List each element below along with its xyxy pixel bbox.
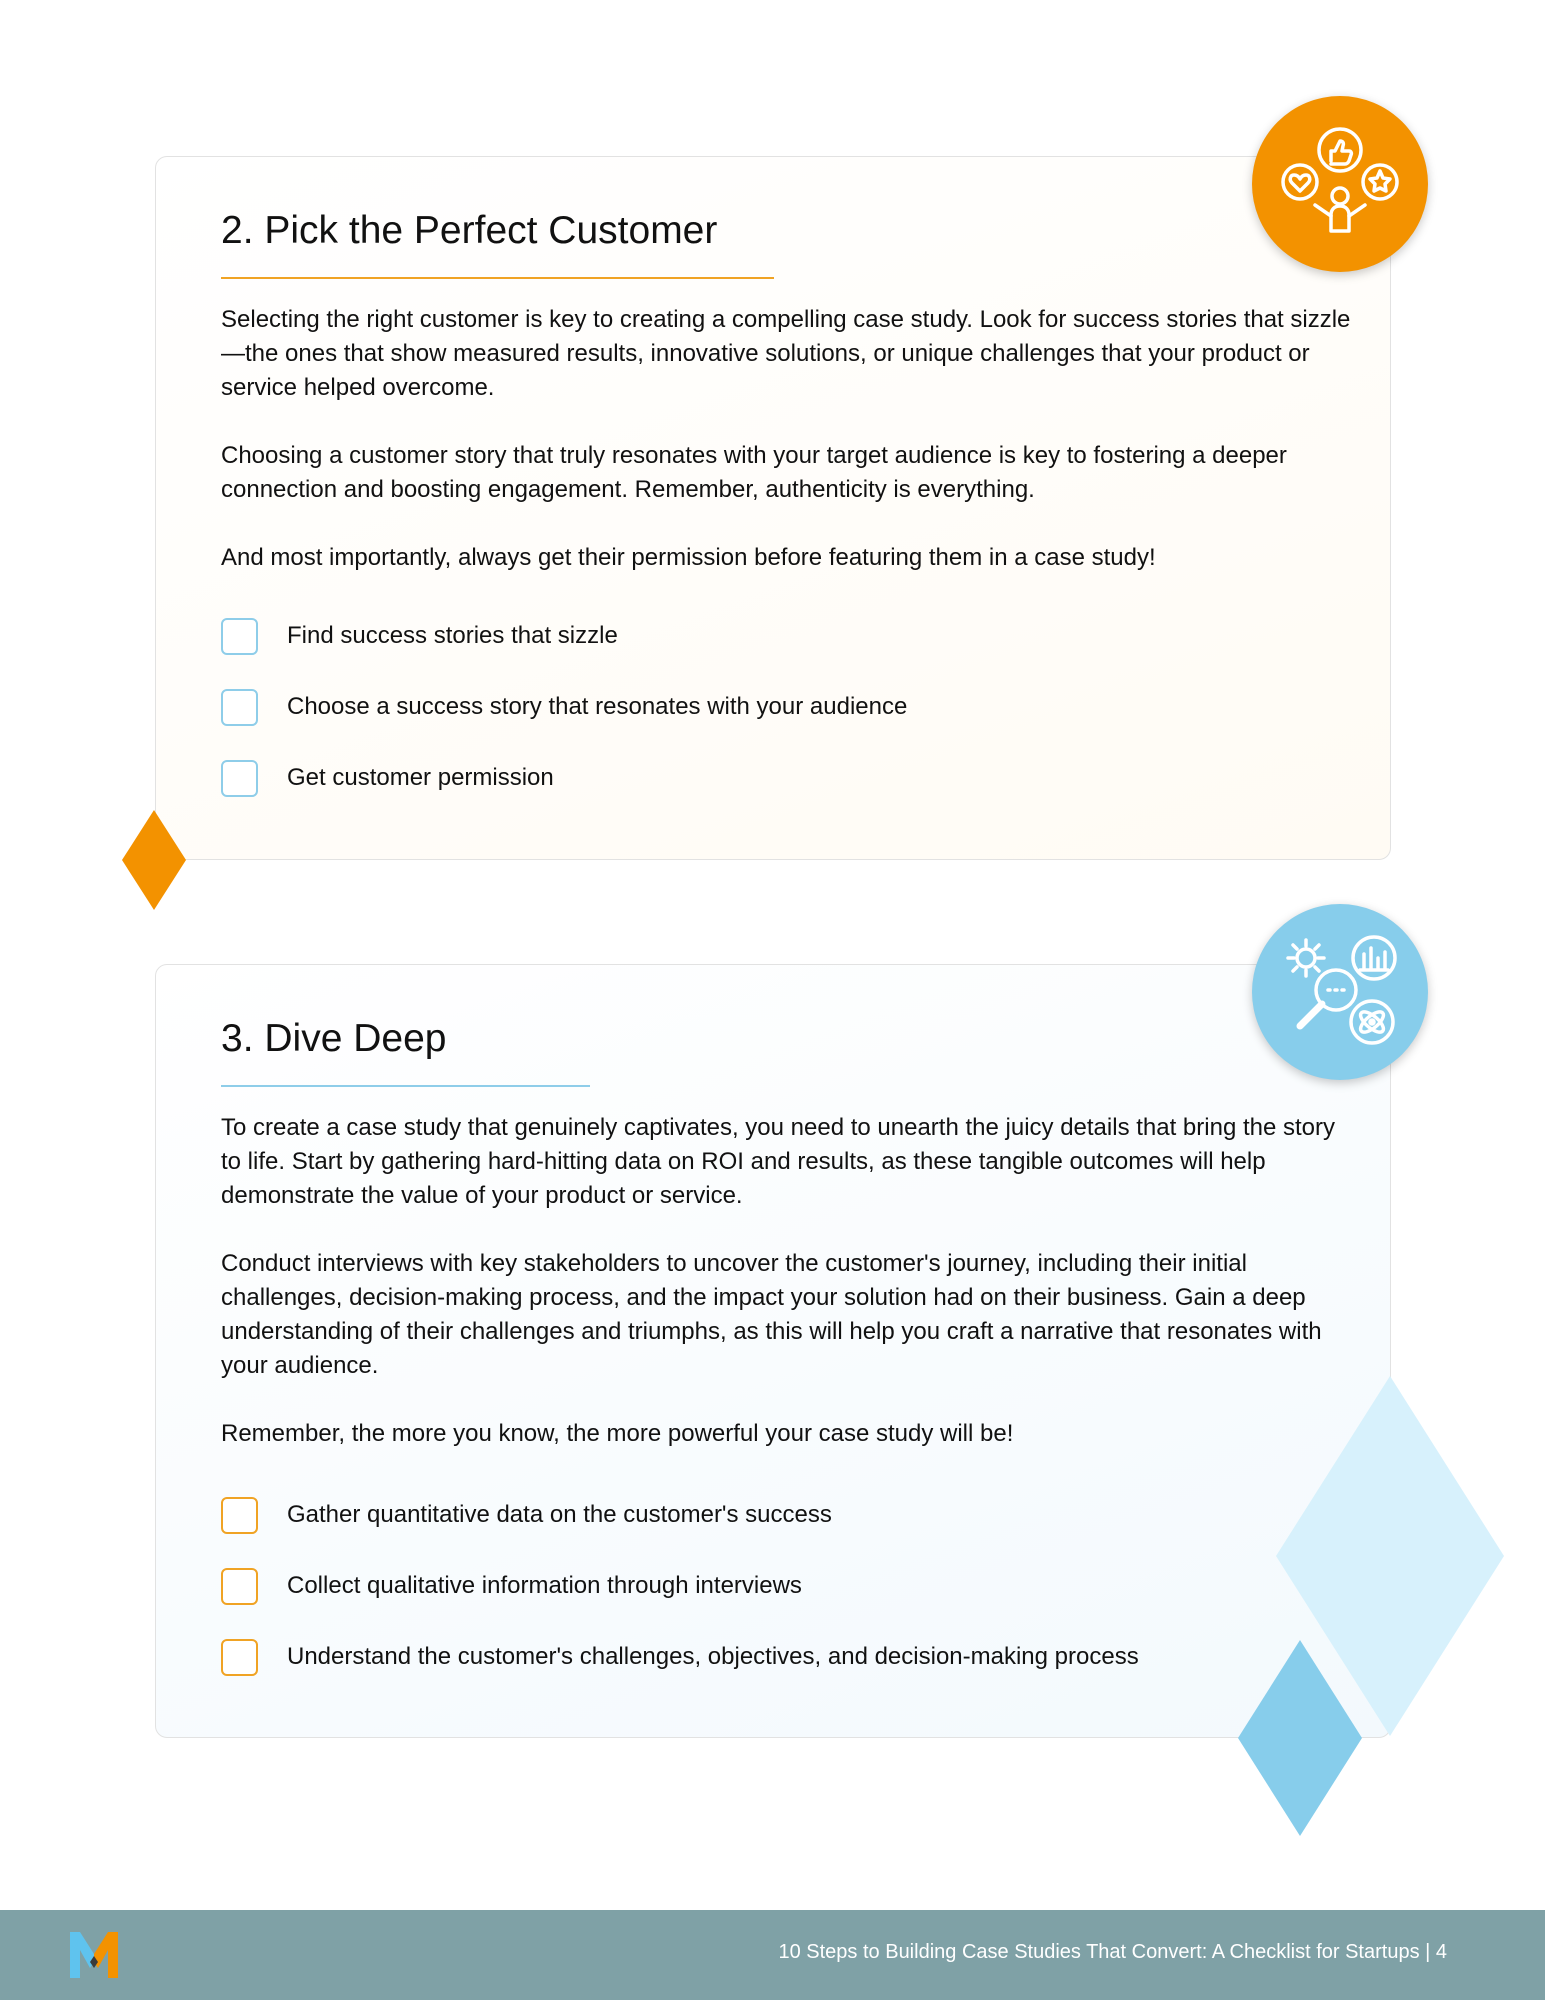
paragraph: To create a case study that genuinely captivates, you need to unearth the juicy details that bring the story to life. Start by gathering hard-hitting data on ROI and results, as these tangible outcomes will help demonstrate the value of your product or service. [221, 1114, 1336, 1209]
research-analysis-icon [1252, 904, 1428, 1080]
blue-diamond-decoration [1238, 1640, 1362, 1836]
checklist-label: Choose a success story that resonates with your audience [287, 693, 908, 720]
customer-satisfaction-icon [1252, 96, 1428, 272]
title-underline [221, 1085, 590, 1087]
checkbox[interactable] [221, 760, 258, 797]
checklist-item[interactable] [221, 1496, 832, 1534]
paragraph: Conduct interviews with key stakeholders to uncover the customer's journey, including their initial challenges, decision-making process, and the impact your solution had on their business. Gain a deep understanding of their challenges and triumphs, as this will help you craft a narrative that resonates with your audience. [221, 1250, 1322, 1379]
paragraph: Remember, the more you know, the more powerful your case study will be! [221, 1420, 1014, 1447]
checklist-item[interactable] [221, 1567, 802, 1605]
section-card-dive-deep [155, 964, 1391, 1738]
title-underline [221, 277, 774, 279]
checklist-item[interactable] [221, 688, 907, 726]
checklist-label: Find success stories that sizzle [287, 622, 618, 649]
checkbox[interactable] [221, 1639, 258, 1676]
checklist-label: Gather quantitative data on the customer's success [287, 1501, 832, 1528]
checkbox[interactable] [221, 1568, 258, 1605]
orange-diamond-decoration [122, 810, 186, 910]
paragraph: And most importantly, always get their permission before featuring them in a case study! [221, 544, 1156, 571]
checkbox[interactable] [221, 618, 258, 655]
footer-title: 10 Steps to Building Case Studies That Convert: A Checklist for Startups | 4 [778, 1941, 1447, 1963]
page-footer [0, 1910, 1545, 2000]
section-title: 3. Dive Deep [221, 1017, 447, 1060]
checklist-label: Understand the customer's challenges, objectives, and decision-making process [287, 1643, 1139, 1670]
checklist-item[interactable] [221, 617, 618, 655]
paragraph: Selecting the right customer is key to creating a compelling case study. Look for success stories that sizzle—the ones that show measured results, innovative solutions, or unique challenges that your product or service helped overcome. [221, 306, 1351, 401]
company-logo-icon [70, 1932, 118, 1978]
section-card-pick-customer [155, 156, 1391, 860]
checkbox[interactable] [221, 1497, 258, 1534]
checkbox[interactable] [221, 689, 258, 726]
section-title: 2. Pick the Perfect Customer [221, 209, 718, 252]
checklist-item[interactable] [221, 759, 554, 797]
checklist-label: Collect qualitative information through interviews [287, 1572, 802, 1599]
paragraph: Choosing a customer story that truly resonates with your target audience is key to fostering a deeper connection and boosting engagement. Remember, authenticity is everything. [221, 442, 1287, 503]
checklist-item[interactable] [221, 1638, 1139, 1676]
checklist-label: Get customer permission [287, 764, 554, 791]
